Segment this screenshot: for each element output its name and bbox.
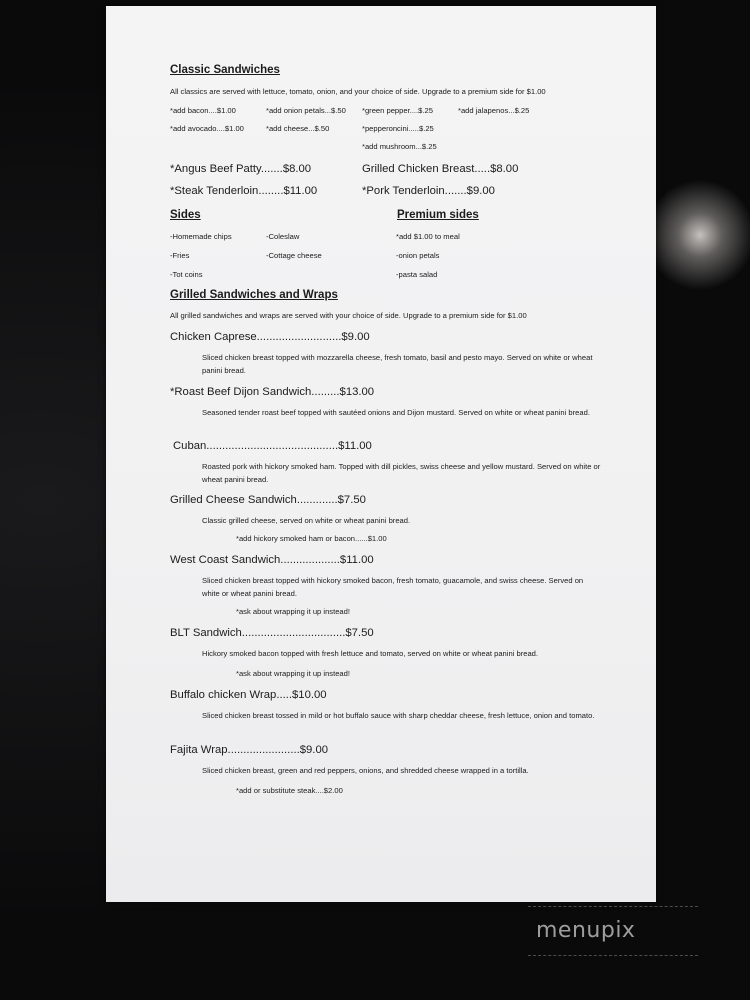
premium-sides-heading: Premium sides xyxy=(397,209,479,221)
item-pork-tenderloin: *Pork Tenderloin.......$9.00 xyxy=(362,185,495,197)
premium-add-price: *add $1.00 to meal xyxy=(396,232,460,241)
desc-west-coast: Sliced chicken breast topped with hickory smoked bacon, fresh tomato, guacamole, and swiss cheese. Served on white or wheat panini bread. xyxy=(202,576,584,598)
grilled-heading: Grilled Sandwiches and Wraps xyxy=(170,289,338,301)
classic-note: All classics are served with lettuce, tomato, onion, and your choice of side. Upgrade to a premium side for $1.00 xyxy=(170,87,546,96)
addon-jalapenos: *add jalapenos...$.25 xyxy=(458,106,530,115)
premium-pasta-salad: -pasta salad xyxy=(396,270,438,279)
side-fries: -Fries xyxy=(170,251,190,260)
desc-blt: Hickory smoked bacon topped with fresh lettuce and tomato, served on white or wheat panini bread. xyxy=(202,649,539,658)
item-chicken-caprese: Chicken Caprese...........................$9.00 xyxy=(170,331,370,343)
side-tot-coins: -Tot coins xyxy=(170,270,203,279)
sides-heading: Sides xyxy=(170,209,201,221)
item-cuban: Cuban..........................................$11.00 xyxy=(173,440,372,452)
item-grilled-chicken-breast: Grilled Chicken Breast.....$8.00 xyxy=(362,163,519,175)
extra-fajita-wrap: *add or substitute steak....$2.00 xyxy=(236,786,343,795)
addon-onion-petals: *add onion petals...$.50 xyxy=(266,106,346,115)
classic-heading: Classic Sandwiches xyxy=(170,64,280,76)
desc-chicken-caprese: Sliced chicken breast topped with mozzarella cheese, fresh tomato, basil and pesto mayo. Served on white or wheat panini bread. xyxy=(202,353,593,375)
item-grilled-cheese: Grilled Cheese Sandwich.............$7.50 xyxy=(170,494,366,506)
item-buffalo-chicken-wrap: Buffalo chicken Wrap.....$10.00 xyxy=(170,689,327,701)
item-angus-beef-patty: *Angus Beef Patty.......$8.00 xyxy=(170,163,312,175)
item-fajita-wrap: Fajita Wrap.......................$9.00 xyxy=(170,744,329,756)
addon-avocado: *add avocado....$1.00 xyxy=(170,124,244,133)
extra-grilled-cheese: *add hickory smoked ham or bacon......$1.00 xyxy=(236,534,387,543)
extra-west-coast: *ask about wrapping it up instead! xyxy=(236,607,350,616)
desc-cuban: Roasted pork with hickory smoked ham. Topped with dill pickles, swiss cheese and yellow mustard. Served on white or wheat panini bread. xyxy=(202,462,601,484)
desc-fajita-wrap: Sliced chicken breast, green and red peppers, onions, and shredded cheese wrapped in a tortilla. xyxy=(202,766,529,775)
item-roast-beef-dijon: *Roast Beef Dijon Sandwich.........$13.00 xyxy=(170,386,375,398)
addon-pepperoncini: *pepperoncini.....$.25 xyxy=(362,124,434,133)
extra-blt: *ask about wrapping it up instead! xyxy=(236,669,350,678)
menu-sheet xyxy=(106,6,656,902)
premium-onion-petals: -onion petals xyxy=(396,251,440,260)
desc-roast-beef-dijon: Seasoned tender roast beef topped with sautéed onions and Dijon mustard. Served on white or wheat panini bread. xyxy=(202,408,590,417)
menupix-watermark: menupix xyxy=(536,918,636,943)
side-cottage-cheese: -Cottage cheese xyxy=(266,251,322,260)
addon-cheese: *add cheese...$.50 xyxy=(266,124,330,133)
side-homemade-chips: -Homemade chips xyxy=(170,232,232,241)
desc-buffalo-chicken-wrap: Sliced chicken breast tossed in mild or hot buffalo sauce with sharp cheddar cheese, fresh lettuce, onion and tomato. xyxy=(202,711,595,720)
item-steak-tenderloin: *Steak Tenderloin........$11.00 xyxy=(170,185,318,197)
addon-mushroom: *add mushroom...$.25 xyxy=(362,142,437,151)
grilled-note: All grilled sandwiches and wraps are served with your choice of side. Upgrade to a premium side for $1.00 xyxy=(170,311,527,320)
addon-bacon: *add bacon....$1.00 xyxy=(170,106,236,115)
item-west-coast: West Coast Sandwich...................$11.00 xyxy=(170,554,374,566)
item-blt: BLT Sandwich.................................$7.50 xyxy=(170,627,374,639)
addon-green-pepper: *green pepper....$.25 xyxy=(362,106,433,115)
desc-grilled-cheese: Classic grilled cheese, served on white or wheat panini bread. xyxy=(202,516,411,525)
side-coleslaw: -Coleslaw xyxy=(266,232,300,241)
